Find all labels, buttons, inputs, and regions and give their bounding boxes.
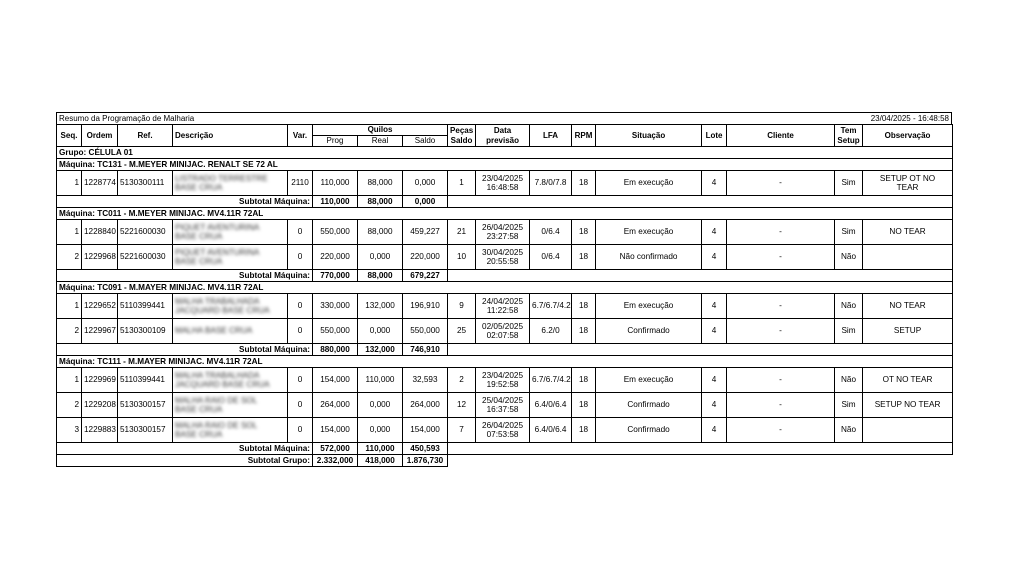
saldo-cell: 0,000 xyxy=(403,171,448,196)
seq-cell: 2 xyxy=(57,393,82,418)
observacao-cell xyxy=(863,171,953,196)
situacao-cell: Em execução xyxy=(596,171,702,196)
data-time: 19:52:58 xyxy=(486,380,519,389)
lfa-cell: 0/6.4 xyxy=(530,220,572,245)
subtotal-prog: 572,000 xyxy=(313,443,358,455)
subtotal-prog: 770,000 xyxy=(313,270,358,282)
setup-cell: Não xyxy=(835,294,863,319)
prog-cell: 220,000 xyxy=(313,245,358,270)
subtotal-filler xyxy=(448,196,953,208)
ordem-cell: 1229883 xyxy=(82,418,118,443)
lfa-cell: 7.8/0/7.8 xyxy=(530,171,572,196)
descricao-line1: MALHA TRABALHADA xyxy=(175,370,260,380)
data-time: 16:48:58 xyxy=(486,183,519,192)
report-title: Resumo da Programação de Malharia xyxy=(59,114,195,123)
saldo-cell: 154,000 xyxy=(403,418,448,443)
descricao-cell xyxy=(173,171,288,196)
descricao-line2: JACQUARD BASE CRUA xyxy=(175,380,270,389)
data-date: 02/05/2025 xyxy=(482,321,524,331)
data-previsao-cell xyxy=(476,368,530,393)
data-date: 24/04/2025 xyxy=(482,296,524,306)
col-data-previsao xyxy=(476,125,530,147)
machine-subtotal-row xyxy=(57,344,953,356)
observacao-cell xyxy=(863,245,953,270)
col-lfa: LFA xyxy=(530,125,572,147)
data-date: 23/04/2025 xyxy=(482,173,524,183)
setup-cell: Sim xyxy=(835,393,863,418)
cliente-cell: - xyxy=(727,171,835,196)
observacao-cell xyxy=(863,319,953,344)
data-previsao-cell xyxy=(476,245,530,270)
col-quilos: Quilos xyxy=(313,125,448,136)
observacao-line2: TEAR xyxy=(896,183,919,192)
ref-cell: 5130300157 xyxy=(118,418,173,443)
table-header xyxy=(57,125,953,147)
data-time: 07:53:58 xyxy=(486,430,519,439)
table-row[interactable] xyxy=(57,319,953,344)
situacao-cell: Confirmado xyxy=(596,319,702,344)
data-previsao-cell xyxy=(476,319,530,344)
prog-cell: 264,000 xyxy=(313,393,358,418)
descricao-cell xyxy=(173,220,288,245)
real-cell: 0,000 xyxy=(358,319,403,344)
col-ref: Ref. xyxy=(118,125,173,147)
pecas-cell: 12 xyxy=(448,393,476,418)
col-tem-line1: Tem xyxy=(840,125,857,135)
var-cell: 0 xyxy=(288,368,313,393)
lfa-cell: 0/6.4 xyxy=(530,245,572,270)
machine-header-row xyxy=(57,208,953,220)
ref-cell: 5221600030 xyxy=(118,245,173,270)
subtotal-filler xyxy=(448,270,953,282)
ref-cell: 5130300157 xyxy=(118,393,173,418)
col-ordem: Ordem xyxy=(82,125,118,147)
subtotal-saldo: 0,000 xyxy=(403,196,448,208)
subtotal-real: 88,000 xyxy=(358,196,403,208)
descricao-line1: MALHA BASE CRUA xyxy=(175,326,253,336)
production-table xyxy=(56,124,953,467)
col-real: Real xyxy=(358,136,403,147)
group-subtotal-label: Subtotal Grupo: xyxy=(57,455,313,467)
rpm-cell: 18 xyxy=(572,294,596,319)
ordem-cell: 1229652 xyxy=(82,294,118,319)
table-row[interactable] xyxy=(57,245,953,270)
report-title-bar xyxy=(56,112,952,124)
ref-cell: 5221600030 xyxy=(118,220,173,245)
cliente-cell: - xyxy=(727,418,835,443)
rpm-cell: 18 xyxy=(572,319,596,344)
subtotal-label: Subtotal Máquina: xyxy=(57,443,313,455)
observacao-line1: OT NO TEAR xyxy=(882,375,933,385)
descricao-line1: LISTRADO TERRESTRE xyxy=(175,173,268,183)
subtotal-label: Subtotal Máquina: xyxy=(57,344,313,356)
subtotal-filler xyxy=(448,344,953,356)
real-cell: 0,000 xyxy=(358,245,403,270)
machine-subtotal-row xyxy=(57,443,953,455)
ordem-cell: 1229969 xyxy=(82,368,118,393)
data-previsao-cell xyxy=(476,220,530,245)
setup-cell: Sim xyxy=(835,319,863,344)
descricao-line2: BASE CRUA xyxy=(175,232,223,241)
setup-cell: Sim xyxy=(835,220,863,245)
subtotal-label: Subtotal Máquina: xyxy=(57,196,313,208)
ordem-cell: 1228840 xyxy=(82,220,118,245)
prog-cell: 330,000 xyxy=(313,294,358,319)
table-row[interactable] xyxy=(57,220,953,245)
ordem-cell: 1228774 xyxy=(82,171,118,196)
data-previsao-cell xyxy=(476,418,530,443)
group-subtotal-saldo: 1.876,730 xyxy=(403,455,448,467)
col-cliente: Cliente xyxy=(727,125,835,147)
situacao-cell: Em execução xyxy=(596,294,702,319)
observacao-line1: NO TEAR xyxy=(889,301,926,311)
pecas-cell: 25 xyxy=(448,319,476,344)
descricao-line1: PIQUET AVENTURINA xyxy=(175,247,260,257)
seq-cell: 3 xyxy=(57,418,82,443)
observacao-cell xyxy=(863,393,953,418)
table-body xyxy=(57,147,953,467)
data-time: 20:55:58 xyxy=(486,257,519,266)
situacao-cell: Em execução xyxy=(596,220,702,245)
pecas-cell: 1 xyxy=(448,171,476,196)
observacao-line1: SETUP OT NO xyxy=(879,173,936,183)
descricao-line2: BASE CRUA xyxy=(175,405,223,414)
cliente-cell: - xyxy=(727,393,835,418)
descricao-line2: JACQUARD BASE CRUA xyxy=(175,306,270,315)
descricao-line1: MALHA RAIO DE SOL xyxy=(175,420,258,430)
setup-cell: Não xyxy=(835,245,863,270)
group-subtotal-real: 418,000 xyxy=(358,455,403,467)
observacao-cell xyxy=(863,368,953,393)
data-date: 26/04/2025 xyxy=(482,222,524,232)
descricao-cell xyxy=(173,294,288,319)
group-subtotal-row xyxy=(57,455,953,467)
var-cell: 2110 xyxy=(288,171,313,196)
col-data-line1: Data xyxy=(493,125,512,135)
data-previsao-cell xyxy=(476,294,530,319)
report-page xyxy=(56,112,952,467)
observacao-line1: NO TEAR xyxy=(889,227,926,237)
lfa-cell: 6.4/0/6.4 xyxy=(530,393,572,418)
table-row[interactable] xyxy=(57,294,953,319)
cliente-cell: - xyxy=(727,294,835,319)
lfa-cell: 6.4/0/6.4 xyxy=(530,418,572,443)
subtotal-real: 88,000 xyxy=(358,270,403,282)
saldo-cell: 264,000 xyxy=(403,393,448,418)
real-cell: 88,000 xyxy=(358,171,403,196)
group-label: Grupo: CÉLULA 01 xyxy=(57,147,953,159)
machine-header-row xyxy=(57,159,953,171)
descricao-cell xyxy=(173,319,288,344)
col-tem-setup xyxy=(835,125,863,147)
lote-cell: 4 xyxy=(702,245,727,270)
prog-cell: 154,000 xyxy=(313,418,358,443)
var-cell: 0 xyxy=(288,294,313,319)
saldo-cell: 220,000 xyxy=(403,245,448,270)
machine-label: Máquina: TC131 - M.MEYER MINIJAC. RENALT SE 72 AL xyxy=(57,159,953,171)
rpm-cell: 18 xyxy=(572,393,596,418)
saldo-cell: 550,000 xyxy=(403,319,448,344)
observacao-cell xyxy=(863,418,953,443)
lote-cell: 4 xyxy=(702,368,727,393)
subtotal-prog: 880,000 xyxy=(313,344,358,356)
report-timestamp: 23/04/2025 - 16:48:58 xyxy=(870,114,949,123)
setup-cell: Não xyxy=(835,418,863,443)
situacao-cell: Em execução xyxy=(596,368,702,393)
ordem-cell: 1229967 xyxy=(82,319,118,344)
data-time: 16:37:58 xyxy=(486,405,519,414)
subtotal-saldo: 746,910 xyxy=(403,344,448,356)
data-date: 25/04/2025 xyxy=(482,395,524,405)
descricao-cell xyxy=(173,245,288,270)
subtotal-filler xyxy=(448,443,953,455)
prog-cell: 110,000 xyxy=(313,171,358,196)
machine-subtotal-row xyxy=(57,196,953,208)
table-row[interactable] xyxy=(57,368,953,393)
seq-cell: 2 xyxy=(57,319,82,344)
prog-cell: 154,000 xyxy=(313,368,358,393)
lfa-cell: 6.7/6.7/4.2 xyxy=(530,368,572,393)
seq-cell: 1 xyxy=(57,368,82,393)
ref-cell: 5130300111 xyxy=(118,171,173,196)
seq-cell: 1 xyxy=(57,220,82,245)
table-row[interactable] xyxy=(57,418,953,443)
pecas-cell: 10 xyxy=(448,245,476,270)
col-observacao: Observação xyxy=(863,125,953,147)
data-time: 23:27:58 xyxy=(486,232,519,241)
descricao-cell xyxy=(173,368,288,393)
observacao-line1: SETUP xyxy=(893,326,922,336)
col-prog: Prog xyxy=(313,136,358,147)
rpm-cell: 18 xyxy=(572,418,596,443)
prog-cell: 550,000 xyxy=(313,319,358,344)
machine-header-row xyxy=(57,356,953,368)
group-subtotal-prog: 2.332,000 xyxy=(313,455,358,467)
rpm-cell: 18 xyxy=(572,220,596,245)
cliente-cell: - xyxy=(727,245,835,270)
machine-label: Máquina: TC111 - M.MAYER MINIJAC. MV4.11R 72AL xyxy=(57,356,953,368)
descricao-line2: BASE CRUA xyxy=(175,257,223,266)
seq-cell: 1 xyxy=(57,171,82,196)
col-var: Var. xyxy=(288,125,313,147)
data-previsao-cell xyxy=(476,393,530,418)
lfa-cell: 6.7/6.7/4.2 xyxy=(530,294,572,319)
var-cell: 0 xyxy=(288,220,313,245)
pecas-cell: 21 xyxy=(448,220,476,245)
col-seq: Seq. xyxy=(57,125,82,147)
data-date: 23/04/2025 xyxy=(482,370,524,380)
subtotal-prog: 110,000 xyxy=(313,196,358,208)
rpm-cell: 18 xyxy=(572,368,596,393)
group-subtotal-filler xyxy=(448,455,953,467)
observacao-cell xyxy=(863,294,953,319)
subtotal-label: Subtotal Máquina: xyxy=(57,270,313,282)
real-cell: 0,000 xyxy=(358,418,403,443)
data-date: 26/04/2025 xyxy=(482,420,524,430)
seq-cell: 1 xyxy=(57,294,82,319)
var-cell: 0 xyxy=(288,245,313,270)
pecas-cell: 9 xyxy=(448,294,476,319)
var-cell: 0 xyxy=(288,393,313,418)
ordem-cell: 1229208 xyxy=(82,393,118,418)
col-tem-line2: Setup xyxy=(837,135,860,145)
col-pecas-line2: Saldo xyxy=(450,135,473,145)
col-situacao: Situação xyxy=(596,125,702,147)
cliente-cell: - xyxy=(727,220,835,245)
lfa-cell: 6.2/0 xyxy=(530,319,572,344)
pecas-cell: 7 xyxy=(448,418,476,443)
setup-cell: Não xyxy=(835,368,863,393)
real-cell: 132,000 xyxy=(358,294,403,319)
data-time: 02:07:58 xyxy=(486,331,519,340)
ref-cell: 5110399441 xyxy=(118,368,173,393)
cliente-cell: - xyxy=(727,368,835,393)
pecas-cell: 2 xyxy=(448,368,476,393)
real-cell: 0,000 xyxy=(358,393,403,418)
situacao-cell: Não confirmado xyxy=(596,245,702,270)
seq-cell: 2 xyxy=(57,245,82,270)
col-rpm: RPM xyxy=(572,125,596,147)
descricao-line2: BASE CRUA xyxy=(175,430,223,439)
machine-header-row xyxy=(57,282,953,294)
rpm-cell: 18 xyxy=(572,171,596,196)
col-data-line2: previsão xyxy=(486,135,519,145)
real-cell: 88,000 xyxy=(358,220,403,245)
setup-cell: Sim xyxy=(835,171,863,196)
ref-cell: 5130300109 xyxy=(118,319,173,344)
machine-subtotal-row xyxy=(57,270,953,282)
subtotal-real: 132,000 xyxy=(358,344,403,356)
descricao-line1: MALHA RAIO DE SOL xyxy=(175,395,258,405)
ordem-cell: 1229968 xyxy=(82,245,118,270)
observacao-cell xyxy=(863,220,953,245)
table-row[interactable] xyxy=(57,393,953,418)
lote-cell: 4 xyxy=(702,220,727,245)
descricao-line1: MALHA TRABALHADA xyxy=(175,296,260,306)
lote-cell: 4 xyxy=(702,294,727,319)
saldo-cell: 32,593 xyxy=(403,368,448,393)
col-descricao: Descrição xyxy=(173,125,288,147)
data-previsao-cell xyxy=(476,171,530,196)
situacao-cell: Confirmado xyxy=(596,393,702,418)
lote-cell: 4 xyxy=(702,171,727,196)
data-date: 30/04/2025 xyxy=(482,247,524,257)
machine-label: Máquina: TC091 - M.MAYER MINIJAC. MV4.11R 72AL xyxy=(57,282,953,294)
descricao-line1: PIQUET AVENTURINA xyxy=(175,222,260,232)
data-time: 11:22:58 xyxy=(486,306,519,315)
observacao-line1: SETUP NO TEAR xyxy=(874,400,941,410)
lote-cell: 4 xyxy=(702,418,727,443)
col-lote: Lote xyxy=(702,125,727,147)
rpm-cell: 18 xyxy=(572,245,596,270)
col-pecas-saldo xyxy=(448,125,476,147)
var-cell: 0 xyxy=(288,319,313,344)
subtotal-saldo: 450,593 xyxy=(403,443,448,455)
prog-cell: 550,000 xyxy=(313,220,358,245)
saldo-cell: 196,910 xyxy=(403,294,448,319)
lote-cell: 4 xyxy=(702,393,727,418)
situacao-cell: Confirmado xyxy=(596,418,702,443)
machine-label: Máquina: TC011 - M.MEYER MINIJAC. MV4.11R 72AL xyxy=(57,208,953,220)
var-cell: 0 xyxy=(288,418,313,443)
descricao-cell xyxy=(173,418,288,443)
table-row[interactable] xyxy=(57,171,953,196)
lote-cell: 4 xyxy=(702,319,727,344)
saldo-cell: 459,227 xyxy=(403,220,448,245)
real-cell: 110,000 xyxy=(358,368,403,393)
cliente-cell: - xyxy=(727,319,835,344)
col-saldo: Saldo xyxy=(403,136,448,147)
subtotal-real: 110,000 xyxy=(358,443,403,455)
subtotal-saldo: 679,227 xyxy=(403,270,448,282)
col-pecas-line1: Peças xyxy=(450,125,474,135)
ref-cell: 5110399441 xyxy=(118,294,173,319)
descricao-cell xyxy=(173,393,288,418)
descricao-line2: BASE CRUA xyxy=(175,183,223,192)
